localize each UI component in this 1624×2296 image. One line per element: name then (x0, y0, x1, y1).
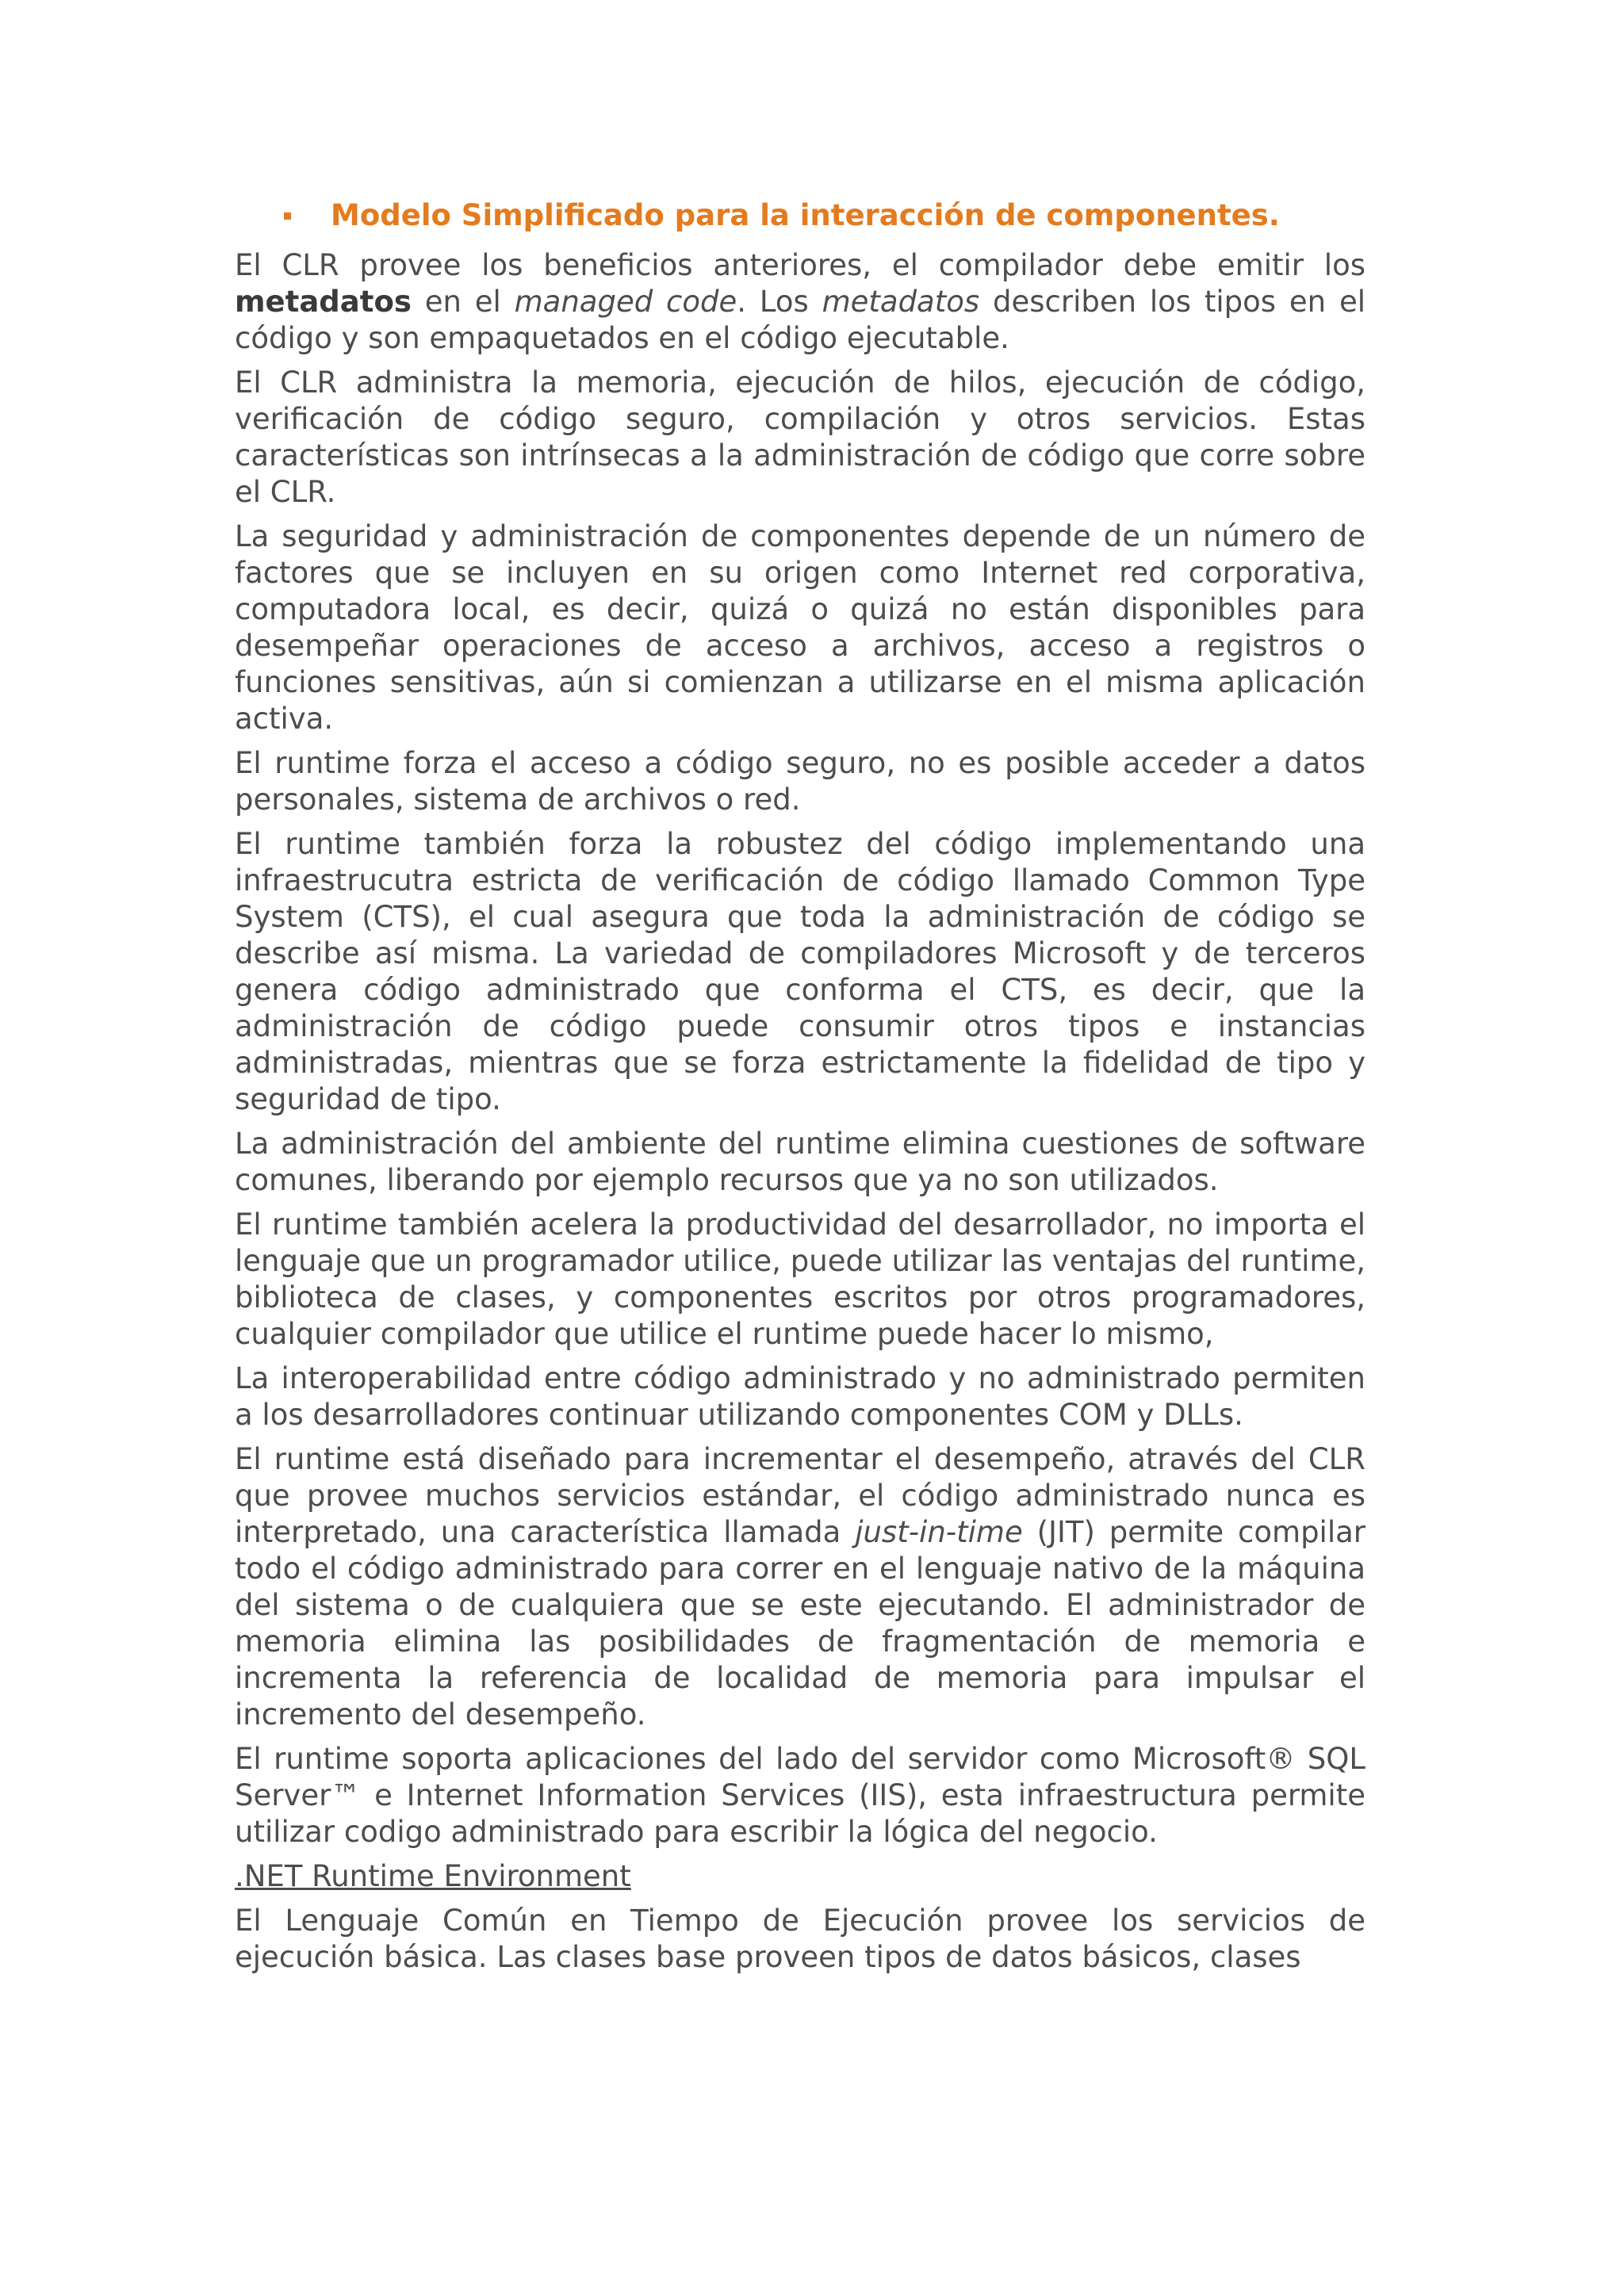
text-run: El runtime está diseñado para incrementar el desempeño, através del CLR que provee muchos servicios estándar, el código administrado nunca es interpretado, una característica llamada (235, 1442, 1365, 1549)
paragraph-desempeno (235, 1441, 1365, 1733)
paragraph-servidor: El runtime soporta aplicaciones del lado del servidor como Microsoft® SQL Server™ e Internet Information Services (IIS), esta infraestructura permite utilizar codigo administrado para escribir la lógica del negocio. (235, 1742, 1365, 1849)
text-run: describen los tipos en el código y son empaquetados en el código ejecutable. (235, 285, 1365, 355)
text-run: . Los (737, 285, 822, 319)
italic-term: metadatos (822, 285, 980, 319)
paragraph-clr-administra: El CLR administra la memoria, ejecución de hilos, ejecución de código, verificación de código seguro, compilación y otros servicios. Estas características son intrínsecas a la administración de código que corre sobre el CLR. (235, 365, 1365, 509)
document-page (235, 197, 1365, 1984)
text-run: El CLR provee los beneficios anteriores, el compilador debe emitir los (235, 248, 1365, 282)
section-heading (235, 197, 1365, 235)
section-title-runtime-environment: .NET Runtime Environment (235, 1859, 631, 1893)
paragraph-acceso-seguro: El runtime forza el acceso a código seguro, no es posible acceder a datos personales, sistema de archivos o red. (235, 746, 1365, 817)
italic-term: managed code (514, 285, 737, 319)
section-heading-text: Modelo Simplificado para la interacción de componentes. (331, 198, 1280, 232)
bold-term: metadatos (235, 285, 412, 319)
text-run: en el (411, 285, 515, 319)
paragraph-metadatos (235, 247, 1365, 357)
paragraph-ambiente: La administración del ambiente del runtime elimina cuestiones de software comunes, liberando por ejemplo recursos que ya no son utilizados. (235, 1127, 1365, 1197)
paragraph-lenguaje-comun: El Lenguaje Común en Tiempo de Ejecución provee los servicios de ejecución básica. Las clases base proveen tipos de datos básicos, clases (235, 1904, 1365, 1974)
paragraph-productividad: El runtime también acelera la productividad del desarrollador, no importa el lenguaje que un programador utilice, puede utilizar las ventajas del runtime, biblioteca de clases, y componentes escritos por otros programadores, cualquier compilador que utilice el runtime puede hacer lo mismo, (235, 1207, 1365, 1351)
paragraph-interoperabilidad: La interoperabilidad entre código administrado y no administrado permiten a los desarrolladores continuar utilizando componentes COM y DLLs. (235, 1361, 1365, 1432)
paragraph-robustez: El runtime también forza la robustez del código implementando una infraestrucutra estricta de verificación de código llamado Common Type System (CTS), el cual asegura que toda la administración de código se describe así misma. La variedad de compiladores Microsoft y de terceros genera código administrado que conforma el CTS, es decir, que la administración de código puede consumir otros tipos e instancias administradas, mientras que se forza estrictamente la fidelidad de tipo y seguridad de tipo. (235, 827, 1365, 1116)
paragraph-seguridad: La seguridad y administración de componentes depende de un número de factores que se incluyen en su origen como Internet red corporativa, computadora local, es decir, quizá o quizá no están disponibles para desempeñar operaciones de acceso a archivos, acceso a registros o funciones sensitivas, aún si comienzan a utilizarse en el misma aplicación activa. (235, 519, 1365, 736)
square-bullet-icon (284, 212, 291, 220)
text-run: (JIT) permite compilar todo el código administrado para correr en el lenguaje nativo de la máquina del sistema o de cualquiera que se este ejecutando. El administrador de memoria elimina las posibilidades de fragmentación de memoria e incrementa la referencia de localidad de memoria para impulsar el incremento del desempeño. (235, 1515, 1365, 1732)
italic-term: just-in-time (855, 1515, 1023, 1549)
